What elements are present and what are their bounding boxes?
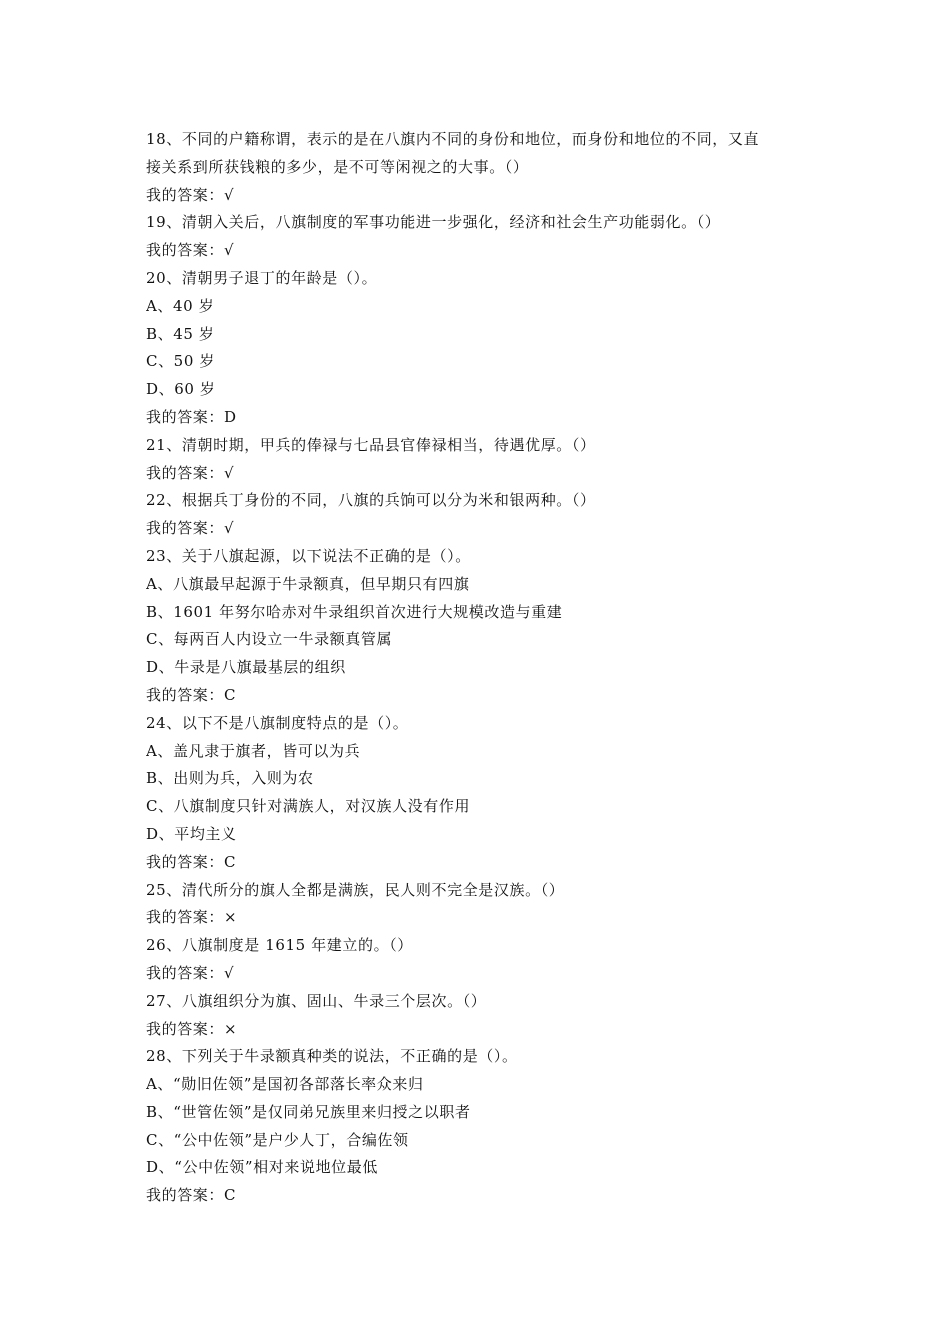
question-28-option-a: A、“勋旧佐领”是国初各部落长率众来归 — [146, 1075, 424, 1094]
question-23-option-c: C、每两百人内设立一牛录额真管属 — [146, 630, 393, 649]
question-24-option-d: D、平均主义 — [146, 824, 237, 843]
question-23-option-d: D、牛录是八旗最基层的组织 — [146, 658, 346, 677]
question-20-option-c: C、50 岁 — [146, 352, 215, 371]
question-21-answer: 我的答案：√ — [146, 463, 235, 482]
question-20-answer: 我的答案：D — [146, 407, 237, 426]
question-22-answer: 我的答案：√ — [146, 519, 235, 538]
question-20-option-d: D、60 岁 — [146, 380, 216, 399]
question-20-text: 20、清朝男子退丁的年龄是（）。 — [146, 268, 378, 287]
question-22-text: 22、根据兵丁身份的不同，八旗的兵饷可以分为米和银两种。（） — [146, 491, 596, 510]
question-19-text: 19、清朝入关后，八旗制度的军事功能进一步强化，经济和社会生产功能弱化。（） — [146, 213, 721, 232]
question-24-option-a: A、盖凡隶于旗者，皆可以为兵 — [146, 741, 361, 760]
question-25-answer: 我的答案：× — [146, 908, 238, 927]
question-18-text-line-1: 18、不同的户籍称谓，表示的是在八旗内不同的身份和地位，而身份和地位的不同，又直 — [146, 130, 760, 148]
question-24-option-b: B、出则为兵，入则为农 — [146, 769, 314, 788]
question-28-answer: 我的答案：C — [146, 1186, 237, 1205]
question-26-answer: 我的答案：√ — [146, 963, 235, 982]
question-26-text: 26、八旗制度是 1615 年建立的。（） — [146, 936, 413, 955]
question-23-option-b: B、1601 年努尔哈赤对牛录组织首次进行大规模改造与重建 — [146, 602, 563, 621]
question-18-answer: 我的答案：√ — [146, 185, 235, 204]
question-24-answer: 我的答案：C — [146, 852, 237, 871]
question-24-option-c: C、八旗制度只针对满族人，对汉族人没有作用 — [146, 797, 471, 816]
question-25-text: 25、清代所分的旗人全都是满族，民人则不完全是汉族。（） — [146, 880, 565, 899]
question-21-text: 21、清朝时期，甲兵的俸禄与七品县官俸禄相当，待遇优厚。（） — [146, 435, 596, 454]
question-24-text: 24、以下不是八旗制度特点的是（）。 — [146, 713, 409, 732]
question-23-text: 23、关于八旗起源，以下说法不正确的是（）。 — [146, 546, 471, 565]
question-20-option-a: A、40 岁 — [146, 296, 215, 315]
question-28-option-c: C、“公中佐领”是户少人丁，合编佐领 — [146, 1130, 409, 1149]
question-18-text-line-2: 接关系到所获钱粮的多少，是不可等闲视之的大事。（） — [146, 157, 529, 176]
question-27-text: 27、八旗组织分为旗、固山、牛录三个层次。（） — [146, 991, 487, 1010]
question-28-option-d: D、“公中佐领”相对来说地位最低 — [146, 1158, 378, 1177]
question-28-text: 28、下列关于牛录额真种类的说法，不正确的是（）。 — [146, 1047, 518, 1066]
document-body — [146, 126, 816, 1210]
question-23-answer: 我的答案：C — [146, 685, 237, 704]
question-27-answer: 我的答案：× — [146, 1019, 238, 1038]
question-28-option-b: B、“世管佐领”是仅同弟兄族里来归授之以职者 — [146, 1102, 471, 1121]
question-19-answer: 我的答案：√ — [146, 241, 235, 260]
question-20-option-b: B、45 岁 — [146, 324, 215, 343]
question-23-option-a: A、八旗最早起源于牛录额真，但早期只有四旗 — [146, 574, 470, 593]
